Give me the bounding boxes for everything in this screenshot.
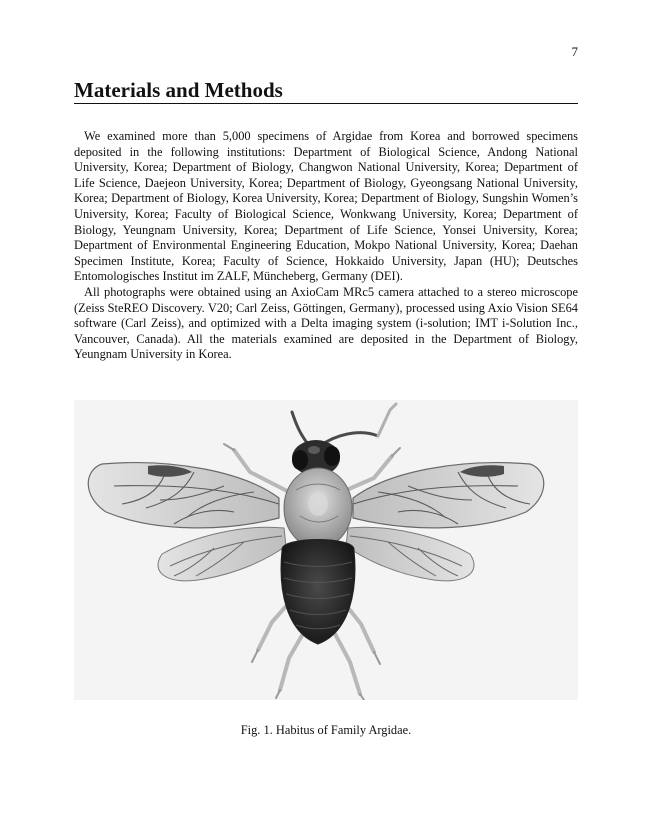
- paragraph-specimens: We examined more than 5,000 specimens of Argidae from Korea and borrowed specimens deposited in the following institutions: Department of Biological Science, Andong National University, Korea; Department of Biology, Changwon National University, Korea; Department of Life Science, Daejeon University, Korea; Department of Biology, Gyeongsang National University, Korea; Department of Biology, Korea University, Korea; Department of Biology, Sungshin Women’s University, Korea; Faculty of Biological Science, Wonkwang University, Korea; Department of Biology, Yeungnam University, Korea; Department of Life Science, Yonsei University, Korea; Department of Environmental Engineering Education, Mokpo National University, Korea; Daehan Specimen Institute, Korea; Faculty of Science, Hokkaido University, Japan (HU); Deutsches Entomologisches Institut im ZALF, Müncheberg, Germany (DEI).: [74, 129, 578, 284]
- left-compound-eye: [292, 450, 308, 470]
- sawfly-habitus-image: [74, 400, 578, 700]
- section-heading: Materials and Methods: [74, 78, 578, 104]
- figure-caption: Fig. 1. Habitus of Family Argidae.: [240, 723, 412, 737]
- page-number: 7: [571, 44, 578, 59]
- right-compound-eye: [324, 446, 340, 466]
- body-text: [74, 129, 578, 363]
- paragraph-photographs: All photographs were obtained using an AxioCam MRc5 camera attached to a stereo microscope (Zeiss SteREO Discovery. V20; Carl Zeiss, Göttingen, Germany), processed using Axio Vision SE64 software (Carl Zeiss), and optimized with a Delta imaging system (i-solution; IMT i-Solution Inc., Vancouver, Canada). All the materials examined are deposited in the Department of Biology, Yeungnam University in Korea.: [74, 284, 578, 362]
- figure-habitus: [74, 400, 578, 700]
